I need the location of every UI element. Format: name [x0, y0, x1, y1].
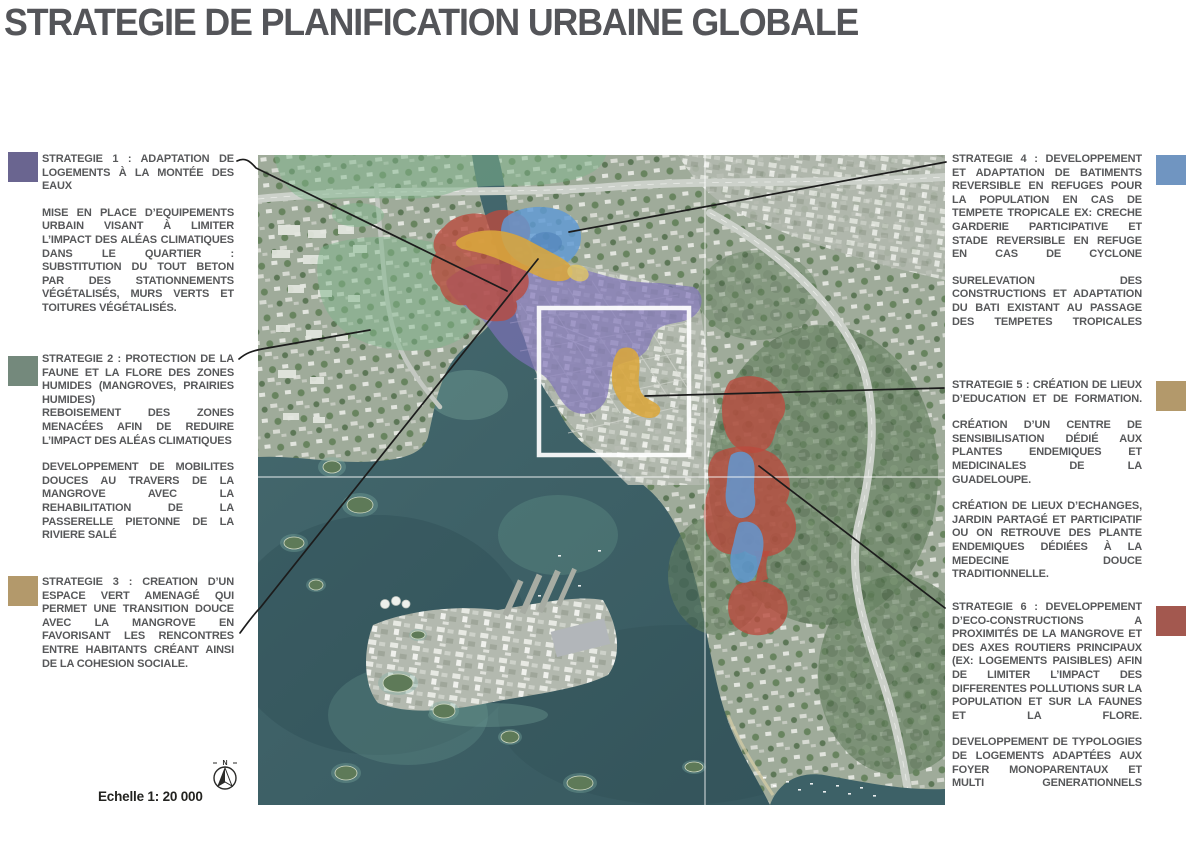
strategy-1-legend-swatch — [8, 152, 38, 182]
satellite-map-svg — [258, 155, 945, 805]
strategy-3-text-block — [42, 576, 234, 671]
strategy-2-paragraph-3: DEVELOPPEMENT DE MOBILITES DOUCES AU TRAVERS DE LA MANGROVE AVEC LA REHABILITATION DE LA PASSERELLE PIETONNE DE LA RIVIERE SALÉ — [42, 461, 234, 542]
island — [682, 760, 706, 774]
strategy-2-paragraph-2: REBOISEMENT DES ZONES MENACÉES AFIN DE REDUIRE L’IMPACT DES ALÉAS CLIMATIQUES — [42, 407, 234, 447]
north-arrow — [213, 760, 237, 789]
strategy-6-legend-swatch — [1156, 606, 1186, 636]
island — [331, 763, 361, 783]
strategy-4-text-block — [952, 153, 1142, 329]
vegetation-hills — [698, 250, 818, 340]
shallow-water-patch — [498, 495, 618, 575]
strategy-3-legend-swatch — [8, 576, 38, 606]
strategy-1-paragraph-1: STRATEGIE 1 : ADAPTATION DE LOGEMENTS À LA MONTÉE DES EAUX — [42, 153, 234, 193]
strategy-5-paragraph-1: STRATEGIE 5 : CRÉATION DE LIEUX D’EDUCATION ET DE FORMATION. — [952, 379, 1142, 405]
strategy-5-paragraph-3: CRÉATION DE LIEUX D’ECHANGES, JARDIN PARTAGÉ ET PARTICIPATIF OU ON RETROUVE DES PLANTE ENDEMIQUES DÉDIÉES À LA MEDECINE DOUCE TRADITIONNELLE. — [952, 500, 1142, 581]
strategy-6-paragraph-2: DEVELOPPEMENT DE TYPOLOGIES DE LOGEMENTS ADAPTÉES AUX FOYER MONOPARENTAUX ET MULTI GENERATIONNELS — [952, 736, 1142, 790]
strategy-4-legend-swatch — [1156, 155, 1186, 185]
map-scale-label: Echelle 1: 20 000 — [98, 789, 203, 804]
strategy-2-paragraph-1: STRATEGIE 2 : PROTECTION DE LA FAUNE ET LA FLORE DES ZONES HUMIDES (MANGROVES, PRAIRIES HUMIDES) — [42, 353, 234, 406]
strategy-3-paragraph-1: STRATEGIE 3 : CREATION D’UN ESPACE VERT AMENAGÉ QUI PERMET UNE TRANSITION DOUCE AVEC LA MANGROVE EN FAVORISANT LES RENCONTRES ENTRE HABITANTS CRÉANT AINSI DE LA COHESION SOCIALE. — [42, 576, 234, 670]
strategy-5-text-block — [952, 379, 1142, 582]
island — [563, 773, 597, 793]
strategy-2-text-block — [42, 353, 234, 543]
zone-mangrove-small — [332, 203, 384, 227]
strategy-5-paragraph-2: CRÉATION D’UN CENTRE DE SENSIBILISATION DÉDIÉ AUX PLANTES ENDEMIQUES ET MEDICINALES DE LA GUADELOUPE. — [952, 419, 1142, 486]
strategy-2-legend-swatch — [8, 356, 38, 386]
zone-refuge-east-1 — [726, 452, 756, 518]
island — [429, 701, 459, 721]
strategy-4-paragraph-2: SURELEVATION DES CONSTRUCTIONS ET ADAPTATION DU BATI EXISTANT AU PASSAGE DES TEMPETES TROPICALES — [952, 274, 1142, 328]
zone-eco-construction-east-3 — [728, 581, 788, 635]
strategy-1-text-block — [42, 153, 234, 316]
satellite-map — [258, 155, 945, 805]
north-arrow-needle — [218, 768, 232, 786]
strategy-5-legend-swatch — [1156, 381, 1186, 411]
page-title: STRATEGIE DE PLANIFICATION URBAINE GLOBALE — [4, 2, 859, 44]
island — [378, 671, 418, 695]
island — [409, 629, 427, 641]
strategy-6-paragraph-1: STRATEGIE 6 : DEVELOPPEMENT D’ECO-CONSTRUCTIONS A PROXIMITÉS DE LA MANGROVE ET DES AXES ROUTIERS PRINCIPAUX (EX: LOGEMENTS PAISIBLES) AFIN DE LIMITER L’IMPACT DES DIFFERENTES POLLUTIONS SUR LA POPULATION ET SUR LA FAUNES ET LA FLORE. — [952, 601, 1142, 722]
strategy-4-paragraph-1: STRATEGIE 4 : DEVELOPPEMENT ET ADAPTATION DE BATIMENTS REVERSIBLE EN REFUGES POUR LA POPULATION EN CAS DE TEMPETE TROPICALE EX: CRECHE GARDERIE PARTICIPATIVE ET STADE REVERSIBLE EN REFUGE EN CAS DE CYCLONE — [952, 153, 1142, 261]
north-arrow-needle-fill — [218, 768, 225, 786]
island — [318, 457, 346, 477]
island — [342, 493, 378, 517]
north-arrow-circle — [214, 767, 236, 789]
strategy-6-text-block — [952, 601, 1142, 791]
island — [306, 578, 326, 592]
island — [498, 729, 522, 745]
north-label: N — [222, 760, 228, 767]
strategy-1-paragraph-2: MISE EN PLACE D’EQUIPEMENTS URBAIN VISANT À LIMITER L’IMPACT DES ALÉAS CLIMATIQUES DANS LE QUARTIER : SUBSTITUTION DU TOUT BETON PAR DES STATIONNEMENTS VÉGÉTALISÉS, MURS VERTS ET TOITURES VÉGÉTALISÉS. — [42, 206, 234, 314]
island — [280, 534, 308, 552]
